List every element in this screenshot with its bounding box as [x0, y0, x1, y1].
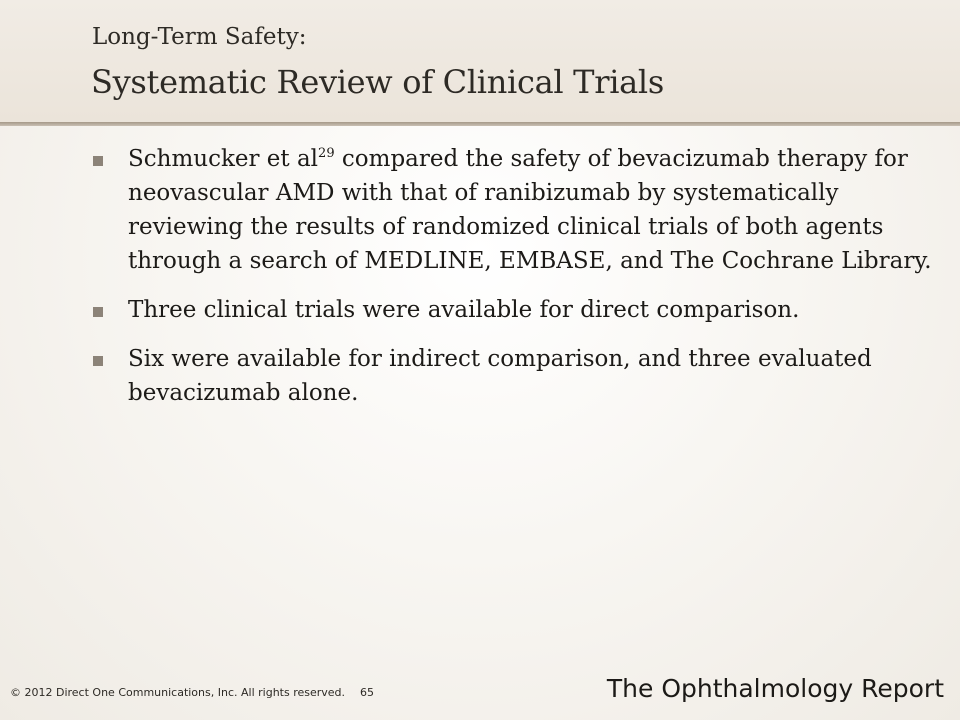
bullet-text: compared the safety of bevacizumab therapy for neovascular AMD with that of ranibizumab by systematically reviewing the results of randomized clinical trials of both agents through a search of MEDLINE, EMBASE, and The Cochrane Library. [128, 146, 932, 274]
bullet-item [92, 142, 932, 278]
bullet-text: Six were available for indirect comparison, and three evaluated bevacizumab alone. [128, 346, 872, 406]
title-divider [0, 122, 960, 126]
slide-title: Systematic Review of Clinical Trials [91, 63, 664, 101]
square-bullet-icon [93, 356, 103, 366]
title-band [0, 0, 960, 122]
copyright-notice: © 2012 Direct One Communications, Inc. All rights reserved. [10, 686, 346, 699]
bullet-text: Schmucker et al [128, 146, 319, 172]
square-bullet-icon [93, 307, 103, 317]
bullet-list [92, 142, 932, 425]
bullet-item [92, 293, 932, 327]
bullet-item [92, 342, 932, 410]
page-number: 65 [360, 686, 374, 699]
publication-logo: The Ophthalmology Report [606, 674, 944, 703]
square-bullet-icon [93, 156, 103, 166]
bullet-text: Three clinical trials were available for direct comparison. [128, 297, 800, 323]
slide-subtitle: Long-Term Safety: [92, 24, 307, 50]
citation-superscript: 29 [318, 146, 335, 161]
